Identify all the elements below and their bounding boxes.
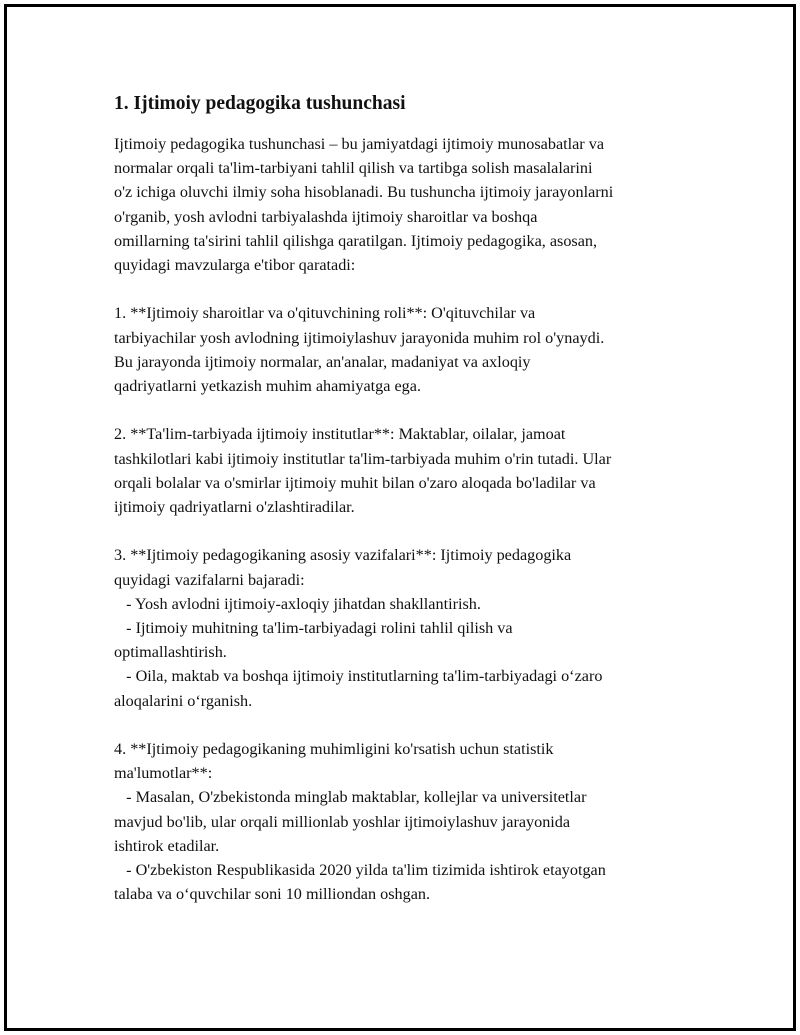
paragraph-gap xyxy=(114,519,694,543)
list-item: - O'zbekiston Respublikasida 2020 yilda ta'lim tizimida ishtirok etayotgan xyxy=(114,861,606,880)
section-1 xyxy=(114,301,694,398)
text-line: aloqalarini o‘rganish. xyxy=(114,691,253,710)
text-line: mavjud bo'lib, ular orqali millionlab yoshlar ijtimoiylashuv jarayonida xyxy=(114,812,571,831)
text-line: Ijtimoiy pedagogika tushunchasi – bu jamiyatdagi ijtimoiy munosabatlar va xyxy=(114,135,605,153)
text-line: talaba va o‘quvchilar soni 10 milliondan oshgan. xyxy=(114,885,431,904)
text-line: qadriyatlarni yetkazish muhim ahamiyatga ega. xyxy=(114,377,422,396)
list-item: - Yosh avlodni ijtimoiy-axloqiy jihatdan shakllantirish. xyxy=(114,594,481,613)
text-line: ishtirok etadilar. xyxy=(114,836,220,855)
paragraph-gap xyxy=(114,277,694,301)
text-line: Bu jarayonda ijtimoiy normalar, an'analar, madaniyat va axloqiy xyxy=(114,352,531,371)
text-line: o'rganib, yosh avlodni tarbiyalashda ijtimoiy sharoitlar va boshqa xyxy=(114,207,538,226)
text-line: tarbiyachilar yosh avlodning ijtimoiylashuv jarayonida muhim rol o'ynaydi. xyxy=(114,328,605,347)
paragraph-gap xyxy=(114,713,694,737)
document-title: 1. Ijtimoiy pedagogika tushunchasi xyxy=(114,93,406,114)
text-line: ijtimoiy qadriyatlarni o'zlashtiradilar. xyxy=(114,498,355,517)
document-body xyxy=(114,92,694,906)
list-item: - Masalan, O'zbekistonda minglab maktablar, kollejlar va universitetlar xyxy=(114,788,587,807)
text-line: 2. **Ta'lim-tarbiyada ijtimoiy institutlar**: Maktablar, oilalar, jamoat xyxy=(114,425,566,444)
paragraph-gap xyxy=(114,398,694,422)
section-3 xyxy=(114,543,694,712)
text-line: tashkilotlari kabi ijtimoiy institutlar ta'lim-tarbiyada muhim o'rin tutadi. Ular xyxy=(114,449,612,468)
text-line: optimallashtirish. xyxy=(114,643,227,662)
text-line: quyidagi mavzularga e'tibor qaratadi: xyxy=(114,256,356,275)
text-line: omillarning ta'sirini tahlil qilishga qaratilgan. Ijtimoiy pedagogika, asosan, xyxy=(114,231,598,250)
text-line: quyidagi vazifalarni bajaradi: xyxy=(114,570,305,589)
text-line: 1. **Ijtimoiy sharoitlar va o'qituvchining roli**: O'qituvchilar va xyxy=(114,304,536,323)
section-4 xyxy=(114,737,694,906)
section-2 xyxy=(114,422,694,519)
list-item: - Ijtimoiy muhitning ta'lim-tarbiyadagi rolini tahlil qilish va xyxy=(114,619,513,638)
text-line: 3. **Ijtimoiy pedagogikaning asosiy vazifalari**: Ijtimoiy pedagogika xyxy=(114,546,572,565)
list-item: - Oila, maktab va boshqa ijtimoiy institutlarning ta'lim-tarbiyadagi o‘zaro xyxy=(114,667,603,686)
intro-paragraph xyxy=(114,132,694,277)
text-line: ma'lumotlar**: xyxy=(114,764,213,783)
text-line: 4. **Ijtimoiy pedagogikaning muhimligini ko'rsatish uchun statistik xyxy=(114,740,554,759)
text-line: normalar orqali ta'lim-tarbiyani tahlil qilish va tartibga solish masalalarini xyxy=(114,159,593,178)
text-line: o'z ichiga oluvchi ilmiy soha hisoblanadi. Bu tushuncha ijtimoiy jarayonlarni xyxy=(114,183,614,202)
text-line: orqali bolalar va o'smirlar ijtimoiy muhit bilan o'zaro aloqada bo'ladilar va xyxy=(114,473,596,492)
